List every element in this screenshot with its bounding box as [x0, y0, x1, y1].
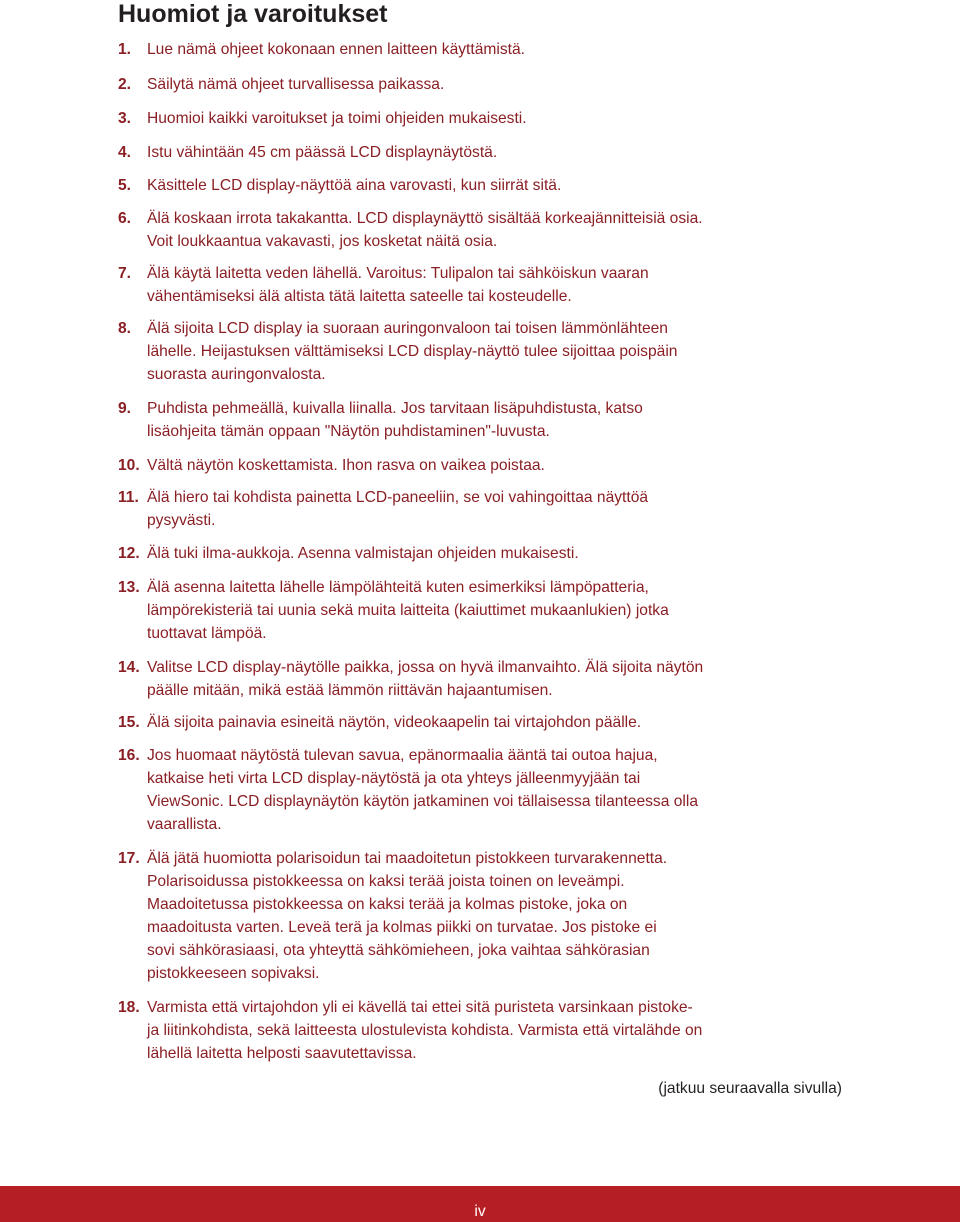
item-text: Älä käytä laitetta veden lähellä. Varoitus: Tulipalon tai sähköiskun vaaran vähentämiseksi älä altista tätä laitetta sateelle tai kosteudelle.: [147, 265, 649, 305]
item-number: 7.: [118, 265, 132, 282]
item-text: Puhdista pehmeällä, kuivalla liinalla. Jos tarvitaan lisäpuhdistusta, katso lisäohjeita tämän oppaan "Näytön puhdistaminen"-luvusta.: [147, 400, 643, 440]
item-text: Käsittele LCD display-näyttöä aina varovasti, kun siirrät sitä.: [147, 177, 562, 194]
item-number: 9.: [118, 400, 132, 417]
item-number: 10.: [118, 457, 140, 474]
item-number: 14.: [118, 659, 140, 676]
item-text: Älä hiero tai kohdista painetta LCD-paneeliin, se voi vahingoittaa näyttöä pysyvästi.: [147, 489, 649, 529]
item-text: Valitse LCD display-näytölle paikka, jossa on hyvä ilmanvaihto. Älä sijoita näytön päälle mitään, mikä estää lämmön riittävän hajaantumisen.: [147, 659, 704, 699]
item-text: Älä tuki ilma-aukkoja. Asenna valmistajan ohjeiden mukaisesti.: [147, 545, 579, 562]
item-text: Älä jätä huomiotta polarisoidun tai maadoitetun pistokkeen turvarakennetta. Polarisoidussa pistokkeessa on kaksi terää joista toinen on leveämpi. Maadoitetussa pistokkeessa on kaksi terää ja kolmas pistoke, joka on maadoitusta varten. Leveä terä ja kolmas piikki on turvatae. Jos pistoke ei sovi sähkörasiaasi, ota yhteyttä sähkömieheen, joka vaihtaa sähkörasian pistokkeeseen sopivaksi.: [147, 850, 668, 982]
item-number: 5.: [118, 177, 132, 194]
item-text: Älä sijoita painavia esineitä näytön, videokaapelin tai virtajohdon päälle.: [147, 714, 642, 731]
item-text: Jos huomaat näytöstä tulevan savua, epänormaalia ääntä tai outoa hajua, katkaise heti virta LCD display-näytöstä ja ota yhteys jälleenmyyjään tai ViewSonic. LCD displaynäytön käytön jatkaminen voi tällaisessa tilanteessa olla vaarallista.: [147, 747, 698, 833]
item-number: 15.: [118, 714, 140, 731]
item-text: Älä asenna laitetta lähelle lämpölähteitä kuten esimerkiksi lämpöpatteria, lämpörekisteriä tai uunia sekä muita laitteita (kaiuttimet mukaanlukien) jotka tuottavat lämpöä.: [147, 579, 669, 642]
page-title: Huomiot ja varoitukset: [118, 0, 388, 28]
item-number: 18.: [118, 999, 140, 1016]
page-number: iv: [474, 1203, 486, 1220]
item-text: Vältä näytön koskettamista. Ihon rasva on vaikea poistaa.: [147, 457, 545, 474]
item-number: 2.: [118, 76, 132, 93]
item-text: Älä sijoita LCD display ia suoraan auringonvaloon tai toisen lämmönlähteen lähelle. Heijastuksen välttämiseksi LCD display-näyttö tulee sijoittaa poispäin suorasta auringonvalosta.: [147, 320, 678, 383]
item-text: Älä koskaan irrota takakantta. LCD displaynäyttö sisältää korkeajännitteisiä osia. Voit loukkaantua vakavasti, jos kosketat näitä osia.: [147, 210, 703, 250]
item-number: 17.: [118, 850, 140, 867]
item-number: 1.: [118, 41, 132, 58]
item-number: 16.: [118, 747, 140, 764]
item-number: 12.: [118, 545, 140, 562]
item-number: 4.: [118, 144, 132, 161]
continued-note: (jatkuu seuraavalla sivulla): [658, 1080, 842, 1097]
item-number: 11.: [118, 489, 139, 506]
item-number: 13.: [118, 579, 140, 596]
item-number: 3.: [118, 110, 132, 127]
item-text: Varmista että virtajohdon yli ei kävellä tai ettei sitä puristeta varsinkaan pistoke- ja liitinkohdista, sekä laitteesta ulostulevista kohdista. Varmista että virtalähde on lähellä laitetta helposti saavutettavissa.: [147, 999, 703, 1062]
item-number: 8.: [118, 320, 132, 337]
item-text: Lue nämä ohjeet kokonaan ennen laitteen käyttämistä.: [147, 41, 525, 58]
item-text: Säilytä nämä ohjeet turvallisessa paikassa.: [147, 76, 445, 93]
item-number: 6.: [118, 210, 132, 227]
item-text: Huomioi kaikki varoitukset ja toimi ohjeiden mukaisesti.: [147, 110, 527, 127]
item-text: Istu vähintään 45 cm päässä LCD displaynäytöstä.: [147, 144, 498, 161]
